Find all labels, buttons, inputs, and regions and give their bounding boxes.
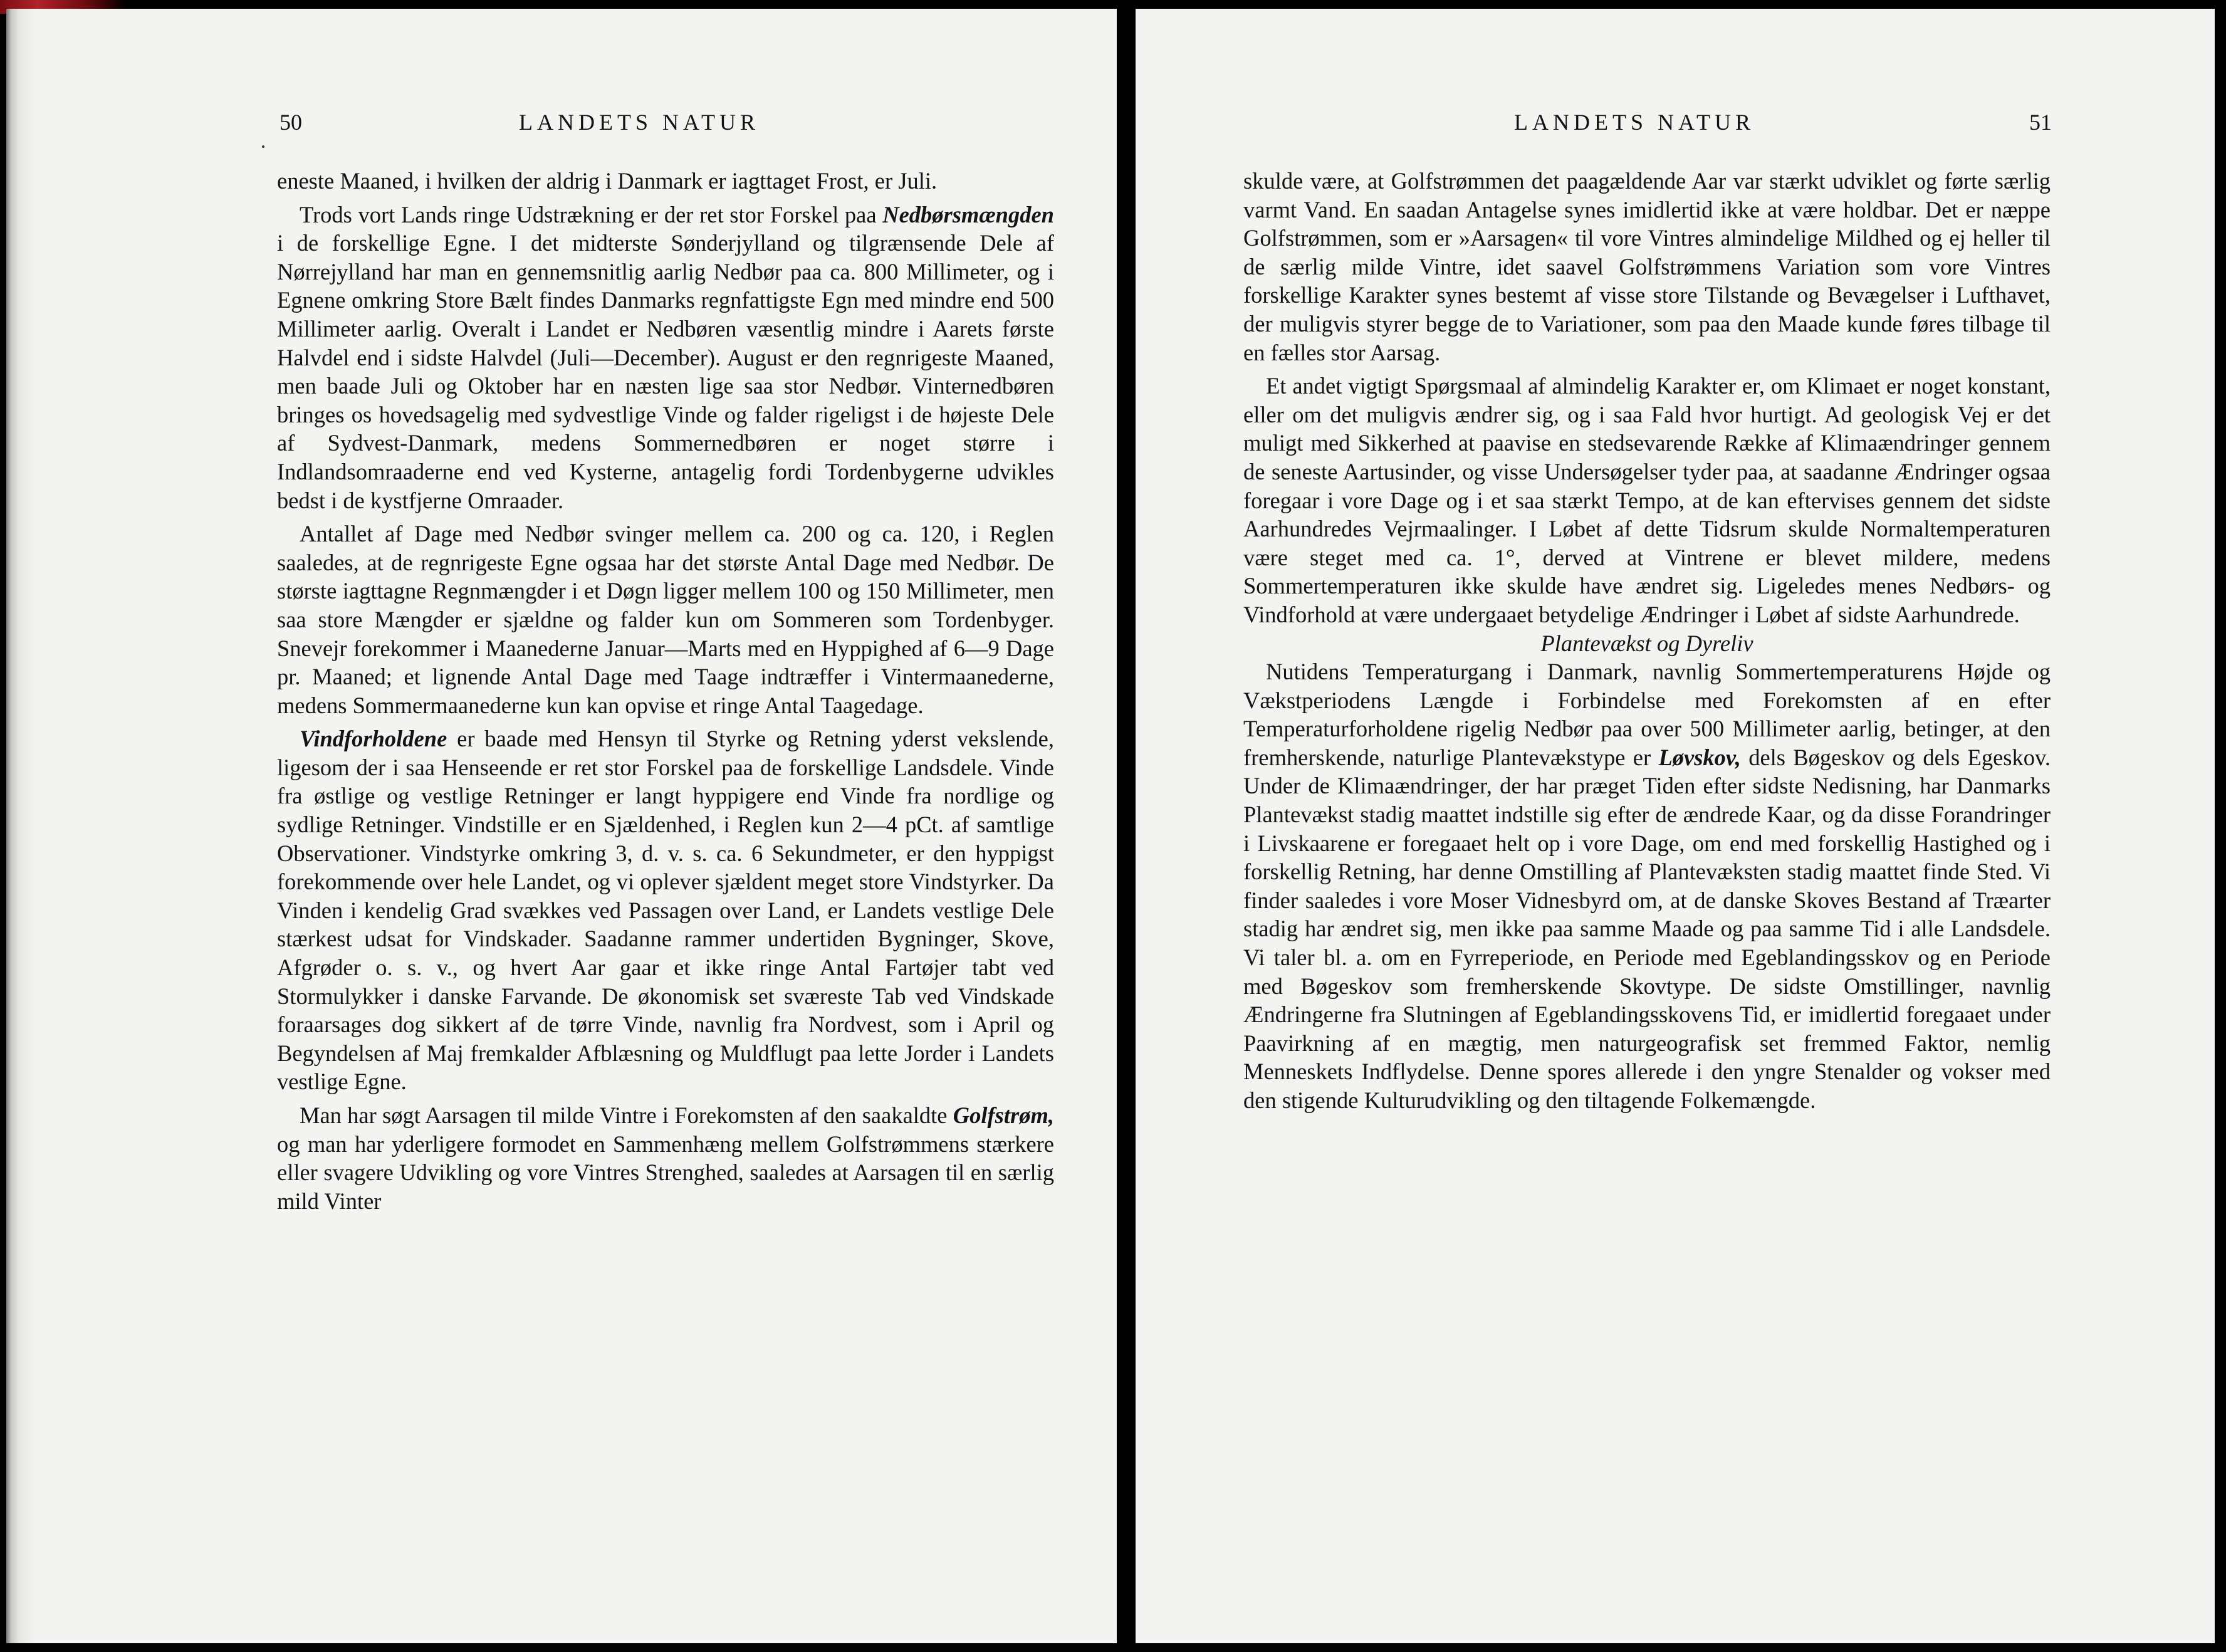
paragraph: [1243, 372, 2051, 629]
emphasized-term: Løvskov,: [1658, 744, 1741, 770]
right-page: [1136, 9, 2215, 1643]
left-page: [6, 9, 1117, 1643]
paragraph: [1243, 167, 2051, 367]
ink-speck: [262, 145, 264, 148]
page-number: 51: [2029, 110, 2052, 135]
running-head: LANDETS NATUR: [1514, 110, 1755, 135]
left-page-body: [277, 167, 1054, 1215]
emphasized-term: Nedbørsmængden: [882, 201, 1054, 227]
page-number: 50: [280, 110, 302, 135]
emphasized-term: Golfstrøm,: [953, 1102, 1054, 1128]
section-heading: Plantevækst og Dyreliv: [1540, 630, 1753, 656]
text-run: skulde være, at Golfstrømmen det paagældende Aar var stærkt udviklet og førte særlig varmt Vand. En saadan Antagelse synes imidlertid ikke at være holdbar. Det er næppe Golfstrømmen, som er »Aarsagen« til vore Vintres almindelige Mildhed og ej heller til de særlig milde Vintre, idet saavel Golfstrømmens Variation som vore Vintres forskellige Karakter synes bestemt af visse store Tilstande og Bevægelser i Lufthavet, der muligvis styrer begge de to Variationer, som paa den Maade kunde føres tilbage til en fælles stor Aarsag.: [1243, 168, 2051, 365]
section-body: [1243, 657, 2051, 1115]
text-run: Et andet vigtigt Spørgsmaal af almindelig Karakter er, om Klimaet er noget konstant, eller om det muligvis ændrer sig, og i saa Fald hvor hurtigt. Ad geologisk Vej er det muligt med Sikkerhed at paavise en stedsevarende Række af Klimaændringer gennem de seneste Aartusinder, og visse Undersøgelser tyder paa, at saadanne Ændringer ogsaa foregaar i vore Dage og i et saa stærkt Tempo, at de kan eftervises gennem det sidste Aarhundredes Vejrmaalinger. I Løbet af dette Tidsrum skulde Normaltemperaturen være steget med ca. 1°, derved at Vintrene er blevet mildere, medens Sommertemperaturen ikke skulde have ændret sig. Ligeledes menes Nedbørs- og Vindforhold at være undergaaet betydelige Ændringer i Løbet af sidste Aarhundrede.: [1243, 373, 2051, 627]
running-head: LANDETS NATUR: [519, 110, 760, 135]
paragraph: [277, 520, 1054, 719]
paragraph: [277, 201, 1054, 515]
text-run: Trods vort Lands ringe Udstrækning er der ret stor Forskel paa: [300, 201, 883, 227]
text-run: dels Bøgeskov og dels Egeskov. Under de Klimaændringer, der har præget Tiden efter sidste Nedisning, har Danmarks Plantevækst stadig maattet indstille sig efter de ændrede Kaar, og da disse Forandringer i Livskaarene er foregaaet helt op i vore Dage, om end med forskellig Hastighed og i forskellig Retning, har denne Omstilling af Plantevæksten stadig maattet finde Sted. Vi finder saaledes i vore Moser Vidnesbyrd om, at de danske Skoves Bestand af Træarter stadig har ændret sig, men ikke paa samme Maade og paa samme Tid i alle Landsdele. Vi taler bl. a. om en Fyrreperiode, en Periode med Egeblandingsskov og en Periode med Bøgeskov som fremherskende Skovtype. De sidste Omstillinger, navnlig Ændringerne fra Slutningen af Egeblandingsskovens Tid, er imidlertid foregaaet under Paavirkning af en mægtig, men naturgeografisk set fremmed Faktor, nemlig Menneskets Indflydelse. Denne spores allerede i den yngre Stenalder og vokser med den stigende Kulturudvikling og den tiltagende Folkemængde.: [1243, 744, 2051, 1113]
paragraph: [277, 724, 1054, 1096]
text-run: eneste Maaned, i hvilken der aldrig i Danmark er iagttaget Frost, er Juli.: [277, 168, 938, 194]
text-run: Man har søgt Aarsagen til milde Vintre i Forekomsten af den saakaldte: [300, 1102, 953, 1128]
page-gutter-shadow: [6, 9, 35, 1643]
text-run: Nutidens Temperaturgang i Danmark, navnlig Sommertemperaturens Højde og Vækstperiodens Længde i Forbindelse med Forekomsten af en efter Temperaturforholdene rigelig Nedbør paa over 500 Millimeter aarlig, betinger, at den fremherskende, naturlige Plantevækstype er: [1243, 659, 2051, 770]
paragraph: [1243, 657, 2051, 1115]
paragraph: [277, 1101, 1054, 1215]
text-run: og man har yderligere formodet en Sammenhæng mellem Golfstrømmens stærkere eller svagere Udvikling og vore Vintres Strenghed, saaledes at Aarsagen til en særlig mild Vinter: [277, 1131, 1054, 1214]
text-run: i de forskellige Egne. I det midterste Sønderjylland og tilgrænsende Dele af Nørrejylland har man en gennemsnitlig aarlig Nedbør paa ca. 800 Millimeter, og i Egnene omkring Store Bælt findes Danmarks regnfattigste Egn med mindre end 500 Millimeter aarlig. Overalt i Landet er Nedbøren væsentlig mindre i Aarets første Halvdel end i sidste Halvdel (Juli—December). August er den regnrigeste Maaned, men baade Juli og Oktober har en næsten lige saa stor Nedbør. Vinternedbøren bringes os hovedsagelig med sydvestlige Vinde og falder rigeligst i de højeste Dele af Sydvest-Danmark, medens Sommernedbøren er noget større i Indlandsomraaderne end ved Kysterne, antagelig fordi Tordenbygerne udvikles bedst i de kystfjerne Omraader.: [277, 230, 1054, 513]
text-run: Antallet af Dage med Nedbør svinger mellem ca. 200 og ca. 120, i Reglen saaledes, at de regnrigeste Egne ogsaa har det største Antal Dage med Nedbør. De største iagttagne Regnmængder i et Døgn ligger mellem 100 og 150 Millimeter, men saa store Mængder er sjældne og falder kun om Sommeren som Tordenbyger. Snevejr forekommer i Maanederne Januar—Marts med en Hyppighed af 6—9 Dage pr. Maaned; et lignende Antal Dage med Taage indtræffer i Vintermaanederne, medens Sommermaanederne kun kan opvise et ringe Antal Taagedage.: [277, 521, 1054, 718]
paragraph: [277, 167, 1054, 196]
right-page-body: [1243, 167, 2051, 1115]
text-run: er baade med Hensyn til Styrke og Retning yderst vekslende, ligesom der i saa Henseende er ret stor Forskel paa de forskellige Landsdele. Vinde fra østlige og vestlige Retninger er langt hyppigere end Vinde fra nordlige og sydlige Retninger. Vindstille er en Sjældenhed, i Reglen kun 2—4 pCt. af samtlige Observationer. Vindstyrke omkring 3, d. v. s. ca. 6 Sekundmeter, er den hyppigst forekommende over hele Landet, og vi oplever sjældent meget store Vindstyrker. Da Vinden i kendelig Grad svækkes ved Passagen over Land, er Landets vestlige Dele stærkest udsat for Vindskader. Saadanne rammer undertiden Bygninger, Skove, Afgrøder o. s. v., og hvert Aar gaar et ikke ringe Antal Fartøjer tabt ved Stormulykker i danske Farvande. De økonomisk set sværeste Tab ved Vindskade foraarsages dog sikkert af de tørre Vinde, navnlig fra Nordvest, som i April og Begyndelsen af Maj fremkalder Afblæsning og Muldflugt paa lette Jorder i Landets vestlige Egne.: [277, 726, 1054, 1095]
emphasized-term: Vindforholdene: [300, 726, 447, 752]
